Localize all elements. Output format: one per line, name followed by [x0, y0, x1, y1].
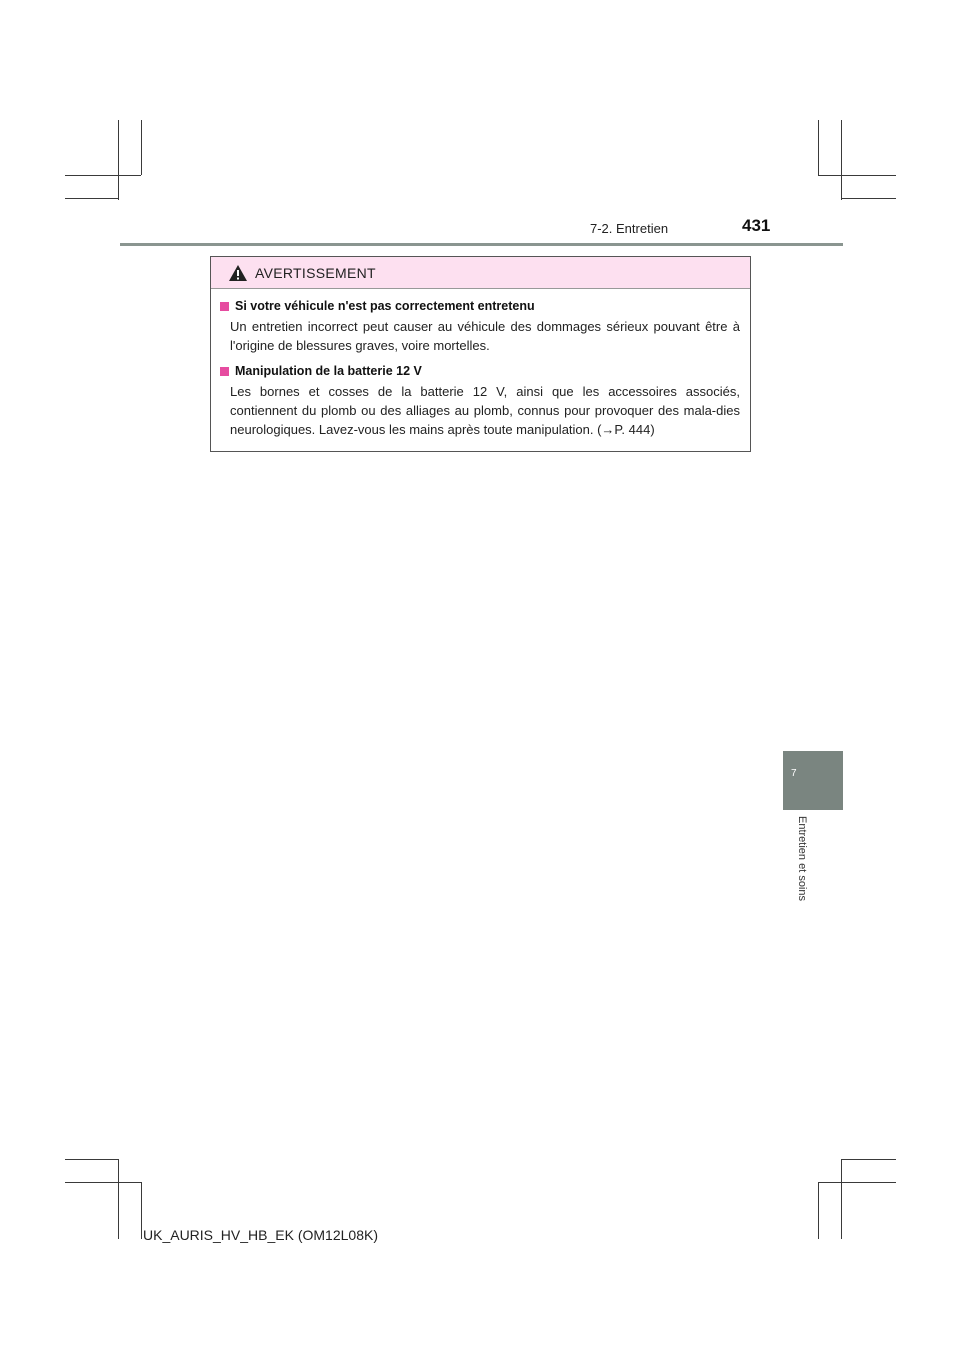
- crop-mark: [818, 1182, 896, 1183]
- chapter-tab: [783, 751, 843, 810]
- chapter-number: 7: [791, 768, 797, 779]
- warning-title: AVERTISSEMENT: [255, 264, 376, 281]
- crop-mark: [118, 1159, 119, 1239]
- warning-header: [211, 257, 750, 289]
- crop-mark: [818, 120, 819, 175]
- warning-item-heading-text: Si votre véhicule n'est pas correctement entretenu: [235, 299, 535, 313]
- header-divider: [120, 243, 843, 246]
- crop-mark: [818, 1182, 819, 1239]
- warning-triangle-icon: [228, 264, 248, 282]
- crop-mark: [841, 120, 842, 200]
- warning-item-heading-text: Manipulation de la batterie 12 V: [235, 364, 422, 378]
- crop-mark: [841, 198, 896, 199]
- page-number: 431: [742, 216, 771, 235]
- crop-mark: [65, 1182, 141, 1183]
- warning-item-text: Les bornes et cosses de la batterie 12 V, ainsi que les accessoires associés, contiennent du plomb ou des alliages au plomb, connus pour provoquer des mala-dies neurologiques. Lavez-vous les mains après toute manipulation. (→P. 444): [230, 384, 740, 437]
- square-bullet-icon: [220, 367, 229, 376]
- warning-box: [210, 256, 751, 452]
- crop-mark: [65, 175, 141, 176]
- crop-mark: [141, 1182, 142, 1239]
- crop-mark: [818, 175, 896, 176]
- warning-item-heading: [220, 299, 740, 313]
- square-bullet-icon: [220, 302, 229, 311]
- crop-mark: [841, 1159, 896, 1160]
- document-code: UK_AURIS_HV_HB_EK (OM12L08K): [143, 1227, 378, 1243]
- crop-mark: [65, 1159, 119, 1160]
- warning-item-text: Un entretien incorrect peut causer au véhicule des dommages sérieux pouvant être à l'origine de blessures graves, voire mortelles.: [230, 319, 740, 353]
- section-title: 7-2. Entretien: [590, 221, 669, 236]
- warning-item-heading: [220, 364, 740, 378]
- crop-mark: [65, 198, 119, 199]
- crop-mark: [118, 120, 119, 200]
- chapter-label: Entretien et soins: [796, 816, 808, 901]
- crop-mark: [841, 1159, 842, 1239]
- crop-mark: [141, 120, 142, 175]
- warning-body: [211, 289, 750, 439]
